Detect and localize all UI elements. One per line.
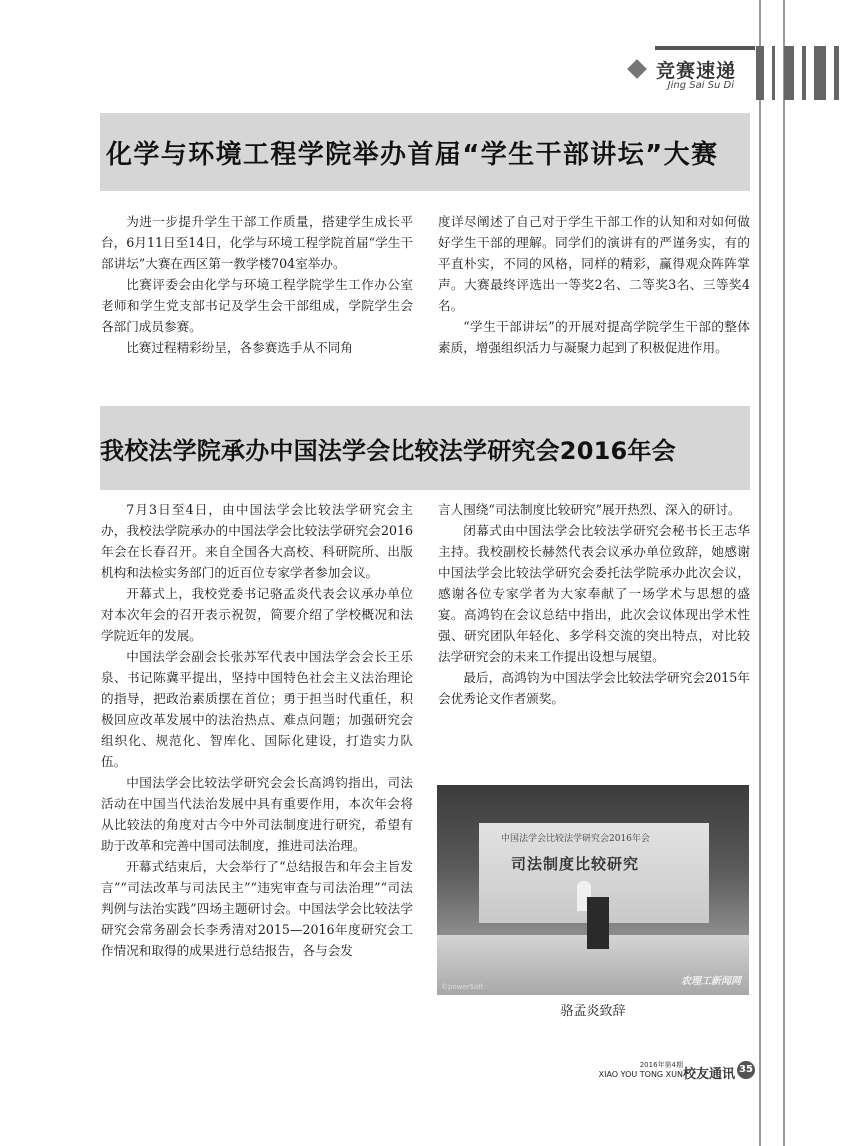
diamond-icon <box>627 59 647 79</box>
photo-caption: 骆孟炎致辞 <box>560 1004 626 1019</box>
section-title-pinyin: Jing Sai Su Di <box>667 80 734 91</box>
article2-paragraph: 最后，高鸿钧为中国法学会比较法学研究会2015年会优秀论文作者颁奖。 <box>438 670 750 706</box>
podium <box>587 897 609 949</box>
article2-paragraph: 7月3日至4日，由中国法学会比较法学研究会主办，我校法学院承办的中国法学会比较法学研究会2016年会在长春召开。来自全国各大高校、科研院所、出版机构和法检实务部门的近百位专家学者参加会议。 <box>101 502 413 580</box>
article2-title: 我校法学院承办中国法学会比较法学研究会2016年会 <box>100 436 676 465</box>
section-title: 竞赛速递 <box>655 60 736 82</box>
article2-paragraph: 言人围绕“司法制度比较研究”展开热烈、深入的研讨。 <box>438 502 741 517</box>
photo-watermark-left: ©powerSoft <box>441 983 484 991</box>
article2-paragraph: 闭幕式由中国法学会比较法学研究会秘书长王志华主持。我校副校长赫然代表会议承办单位致辞，她感谢中国法学会比较法学研究会委托法学院承办此次会议，感谢各位专家学者为大家奉献了一场学术与思想的盛宴。高鸿钧在会议总结中指出，此次会议体现出学术性强、研究团队年轻化、多学科交流的突出特点，对比较法学研究会的未来工作提出设想与展望。 <box>438 523 750 664</box>
article1-title-bar <box>100 113 750 191</box>
article1-paragraph: 度详尽阐述了自己对于学生干部工作的认知和对如何做好学生干部的理解。同学们的演讲有的严谨务实，有的平直朴实，不同的风格，同样的精彩，赢得观众阵阵掌声。大赛最终评选出一等奖2名、二等奖3名、三等奖4名。 <box>438 214 750 313</box>
article2-paragraph: 开幕式上，我校党委书记骆孟炎代表会议承办单位对本次年会的召开表示祝贺，简要介绍了学校概况和法学院近年的发展。 <box>101 586 413 643</box>
article1-title: 化学与环境工程学院举办首届“学生干部讲坛”大赛 <box>106 139 719 170</box>
event-photo <box>437 785 749 995</box>
article2-paragraph: 开幕式结束后，大会举行了“总结报告和年会主旨发言”“司法改革与司法民主”“违宪审查与司法治理”“司法判例与法治实践”四场主题研讨会。中国法学会比较法学研究会常务副会长李秀清对2015—2016年度研究会工作情况和取得的成果进行总结报告，各与会发 <box>101 859 413 958</box>
article2-column-left <box>101 499 413 961</box>
magazine-name-pinyin: XIAO YOU TONG XUN <box>598 1070 683 1079</box>
screen-banner-text: 中国法学会比较法学研究会2016年会 <box>501 834 650 844</box>
article2-title-bar <box>100 406 750 490</box>
article2-paragraph: 中国法学会副会长张苏军代表中国法学会会长王乐泉、书记陈冀平提出，坚持中国特色社会主义法治理论的指导，把政治素质摆在首位；勇于担当时代重任，积极回应改革发展中的法治热点、难点问题；加强研究会组织化、规范化、智库化、国际化建设，打造实力队伍。 <box>101 649 413 769</box>
article1-paragraph: 为进一步提升学生干部工作质量，搭建学生成长平台，6月11日至14日，化学与环境工程学院首届“学生干部讲坛”大赛在西区第一教学楼704室举办。 <box>101 214 413 271</box>
page-number: 35 <box>737 1061 755 1079</box>
article1-column-left <box>101 211 413 358</box>
header-stripes <box>750 46 850 100</box>
page-edge-line <box>759 0 761 1146</box>
article1-paragraph: “学生干部讲坛”的开展对提高学院学生干部的整体素质，增强组织活力与凝聚力起到了积极促进作用。 <box>438 319 750 355</box>
article1-paragraph: 比赛评委会由化学与环境工程学院学生工作办公室老师和学生党支部书记及学生会干部组成，学院学生会各部门成员参赛。 <box>101 277 413 334</box>
issue-label: 2016年第4期 <box>639 1061 683 1069</box>
article2-paragraph: 中国法学会比较法学研究会会长高鸿钧指出，司法活动在中国当代法治发展中具有重要作用，本次年会将从比较法的角度对古今中外司法制度进行研究，希望有助于改革和完善中国司法制度，推进司法治理。 <box>101 775 413 853</box>
article2-column-right <box>438 499 750 709</box>
article1-paragraph: 比赛过程精彩纷呈，各参赛选手从不同角 <box>126 340 353 355</box>
screen-title-text: 司法制度比较研究 <box>511 855 640 873</box>
photo-watermark-right: 农理工新闻网 <box>681 976 741 987</box>
section-tag <box>630 50 748 90</box>
article1-column-right <box>438 211 750 358</box>
page-edge-line-2 <box>783 0 785 1146</box>
page-footer <box>580 1060 755 1084</box>
magazine-name: 校友通讯 <box>682 1067 735 1082</box>
